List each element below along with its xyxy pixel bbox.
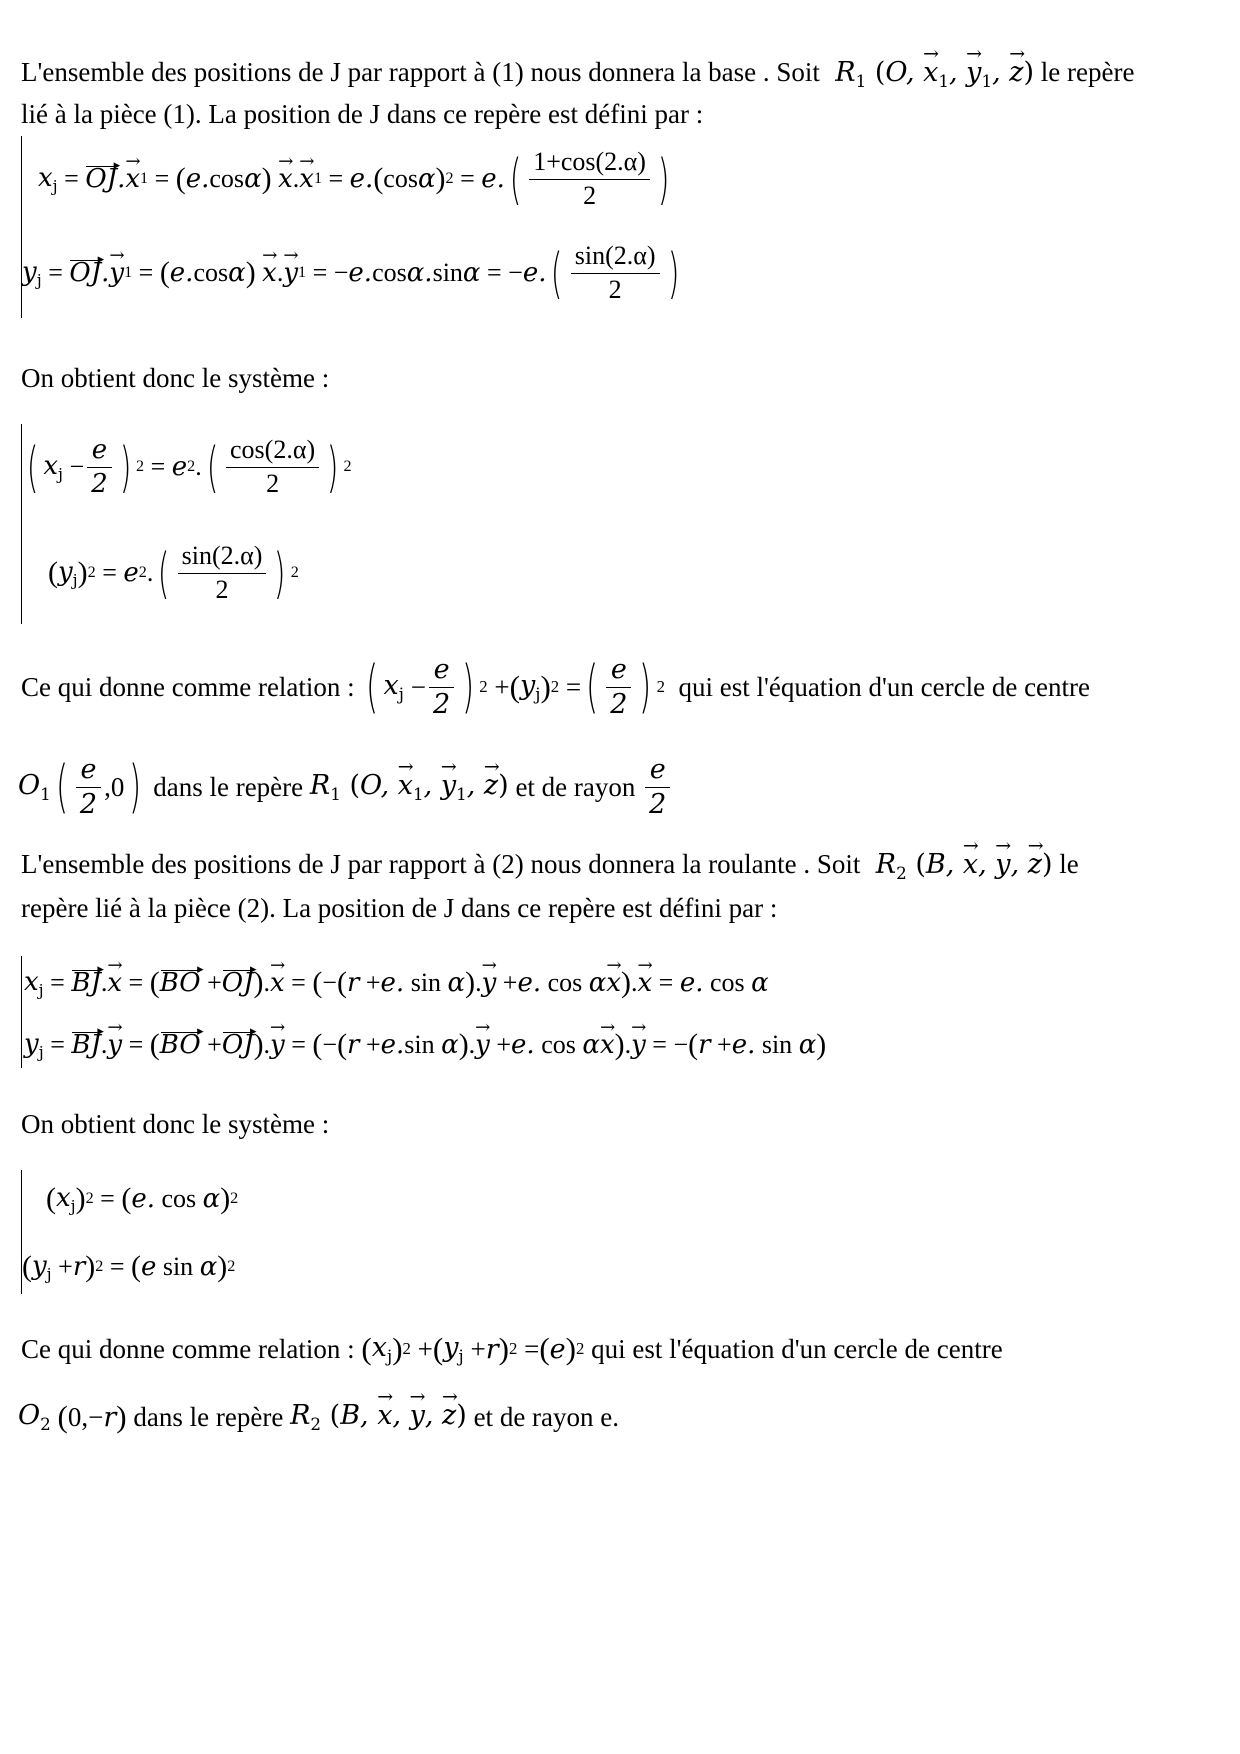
- text-segment: le repère: [1040, 57, 1135, 87]
- paragraph-roulante-line2: [21, 892, 777, 924]
- fraction-numerator: sin(2.α): [181, 540, 263, 570]
- text-segment: qui est l'équation d'un cercle de centre: [678, 671, 1091, 702]
- equation-yj-r1: $y_j$ = OJ ▸ . → y 1 = ( e. cos α ) → x . → y 1 = − e. cos α. sin α = − e. ( $\frac{\sin(2.\alpha)}{2}$ ): [22, 228, 684, 318]
- fraction-denominator: 2: [571, 273, 660, 305]
- paragraph-base-line2: [21, 98, 703, 130]
- equation-xj-r2: $x_j$ = BJ ▸ . → x = ( BO ▸ + OJ ▸ ) . → x = ( − ( r + e. sin α ) . → y + e. cos α → x ) . → x = e. cos α: [24, 952, 769, 1014]
- fraction-denominator: 2: [529, 179, 650, 211]
- center-o2-line: $O_2$ ( 0,− r ) dans le repère $R_2$ (B, → x, → y, → z) et de rayon e.: [18, 1386, 619, 1448]
- text-segment: qui est l'équation d'un cercle de centre: [591, 1333, 1003, 1364]
- relation-circle-1: Ce qui donne comme relation : ( $x_j$ − $\frac{e}{2}$ ) 2 + ( $y_j$ ) 2 = ( $\frac{e}{2}$ ) 2 qui est l'équation d'un cercle de centre: [21, 653, 1091, 720]
- fraction-numerator: sin(2.α): [574, 240, 656, 270]
- text-segment: On obtient donc le système :: [21, 363, 330, 393]
- paragraph-base-line1: [21, 56, 1134, 97]
- relation-circle-2: Ce qui donne comme relation : ( $x_j$ ) 2 + ( $y_j$ + r ) 2 = ( e ) 2 qui est l'équation d'un cercle de centre: [21, 1331, 1003, 1366]
- equation-yj-r2: $y_j$ = BJ ▸ . → y = ( BO ▸ + OJ ▸ ) . → y = ( − ( r + e. sin α ) . → y + e. cos α → x ) . → y = − ( r + e. sin α ): [24, 1014, 826, 1076]
- text-segment: On obtient donc le système :: [21, 1109, 330, 1139]
- fraction-numerator: cos(2.α): [230, 434, 316, 464]
- equation-yj-squared-r1: ( $y_j$ ) 2 = e 2 . ( $\frac{\sin(2.\alpha)}{2}$ ) 2: [48, 540, 299, 605]
- fraction-numerator: 1+cos(2.α): [533, 146, 646, 176]
- paragraph-roulante-line1: [21, 848, 1079, 889]
- text-segment: Ce qui donne comme relation :: [21, 671, 355, 702]
- center-o1-line: $O_1$ ( $\frac{e}{2}$ ,0 ) dans le repère $R_1$ (O, → $x_1$, → $y_1$, → z) et de rayon $\frac{e}{2}$: [18, 742, 673, 832]
- text-system-a: [21, 362, 329, 394]
- fraction-denominator: 2: [226, 467, 319, 499]
- text-segment: Ce qui donne comme relation :: [21, 1333, 355, 1364]
- text-segment: dans le repère: [133, 1401, 284, 1432]
- fraction-denominator: 2: [178, 573, 267, 605]
- equation-xj-squared-r1: ( $x_j$ − $\frac{e}{2}$ ) 2 = e 2 . ( $\frac{\cos(2.\alpha)}{2}$ ) 2: [26, 434, 352, 499]
- text-system-b: [21, 1108, 329, 1140]
- frame-r1-formula: $R_1$ (O, → $x_1$, → $y_1$, → z): [827, 57, 1034, 88]
- text-segment: lié à la pièce (1). La position de J dans ce repère est défini par :: [21, 99, 704, 129]
- text-segment: et de rayon: [515, 771, 636, 802]
- text-segment: repère lié à la pièce (2). La position de J dans ce repère est défini par :: [21, 893, 778, 923]
- text-segment: L'ensemble des positions de J par rapport à (1) nous donnera la base . Soit: [21, 57, 820, 87]
- text-segment: et de rayon e.: [473, 1401, 620, 1432]
- frame-r2-formula: $R_2$ (B, → x, → y, → z): [867, 849, 1052, 880]
- text-segment: dans le repère: [153, 771, 304, 802]
- equation-xj-squared-r2: ( $x_j$ ) 2 = ( e. cos α ) 2: [46, 1182, 239, 1216]
- text-segment: le: [1059, 849, 1079, 879]
- equation-xj-r1: $x_j$ = OJ ▸ . → x 1 = ( e. cos α ) → x . → x 1 = e. ( cos α ) 2 = e. ( $\frac{1+\cos(2.\alpha)}{2}$ ): [38, 134, 674, 224]
- system-brace: [21, 956, 22, 1068]
- equation-yj-squared-r2: ( $y_j$ + r ) 2 = ( e sin α ) 2: [22, 1250, 236, 1284]
- text-segment: L'ensemble des positions de J par rapport à (2) nous donnera la roulante . Soit: [21, 849, 861, 879]
- fraction-numerator: e: [91, 434, 108, 465]
- fraction-denominator: 2: [87, 467, 112, 499]
